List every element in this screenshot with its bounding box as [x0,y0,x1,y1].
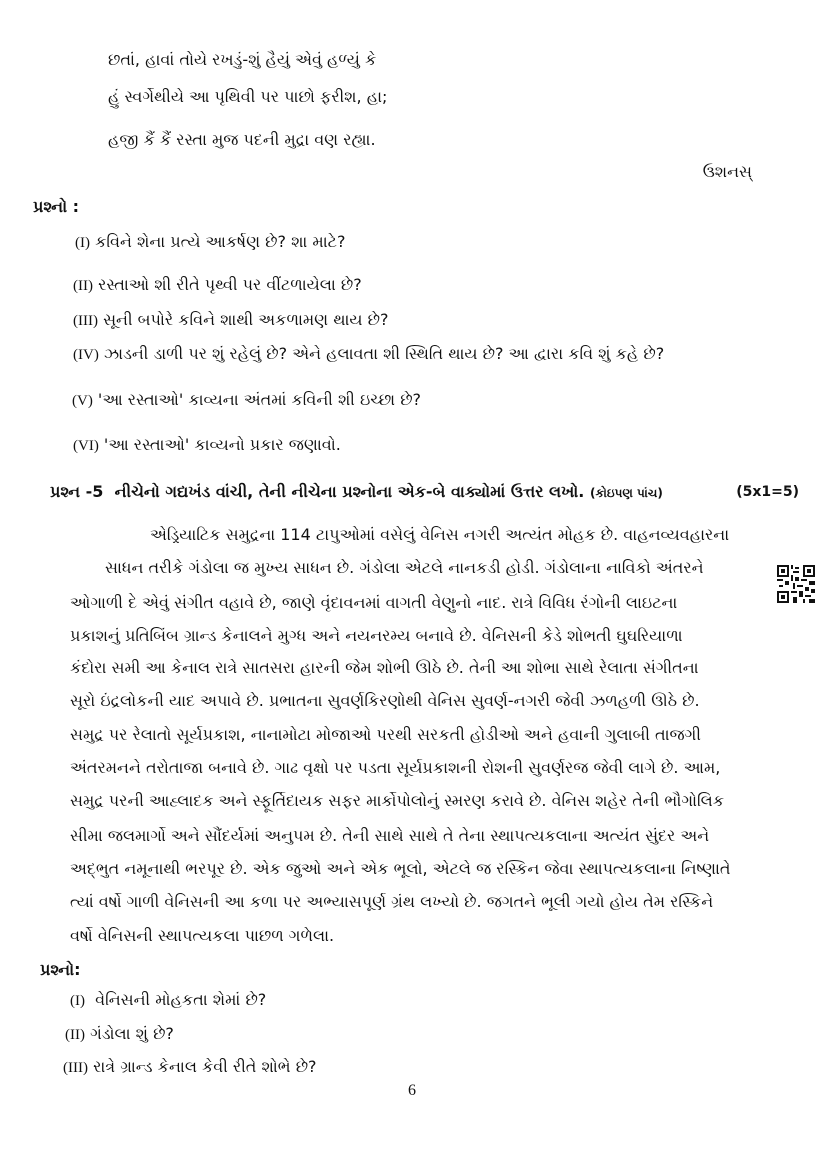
question-text: વેનિસની મોહકતા શેમાં છે? [95,990,267,1009]
question-text: કવિને શેના પ્રત્યે આકર્ષણ છે? શા માટે? [95,232,346,251]
question-number: (V) [72,393,93,409]
poem-line: હું સ્વર્ગેથીયે આ પૃથિવી પર પાછો ફરીશ, હા; [108,87,388,106]
question-text: ઝાડની ડાળી પર શું રહેલું છે? એને હલાવતા શી સ્થિતિ થાય છે? આ દ્વારા કવિ શું કહે છે? [103,344,665,363]
poem-author: ઉશનસ્ [702,162,752,181]
question-number: (IV) [73,347,99,363]
passage-line: પ્રકાશનું પ્રતિબિંબ ગ્રાન્ડ કેનાલને મુગ્ધ અને નયનરમ્ય બનાવે છે. વેનિસની કેડે શોભતી ઘુઘરિયાળા [70,626,683,645]
question-item [73,343,664,366]
question-item [72,389,421,412]
page-number: 6 [408,1082,416,1099]
question-text: રસ્તાઓ શી રીતે પૃથ્વી પર વીંટળાયેલા છે? [98,275,362,294]
question-number: (III) [63,1060,88,1076]
question-number: (III) [73,313,98,329]
section-note: (કોઇપણ પાંચ) [589,486,663,500]
question-item [73,309,388,332]
question-item [63,1056,317,1079]
question-item [75,231,345,254]
poem-line: હજી કૈં કૈં રસ્તા મુજ પદની મુદ્રા વણ રહ્યા. [108,130,376,149]
question-number: (VI) [73,438,99,454]
poem-line: છતાં, હાવાં તોયે રખડું-શું હૈયું એવું હળ્યું કે [108,50,377,69]
section-label: પ્રશ્ન -5 [50,482,104,501]
question-text: સૂની બપોરે કવિને શાથી અકળામણ થાય છે? [103,310,389,329]
question-item [73,434,341,457]
section-instruction: નીચેનો ગદ્યખંડ વાંચી, તેની નીચેના પ્રશ્નોના એક-બે વાક્યોમાં ઉત્તર લખો. [114,482,585,501]
passage-line: સૂરો ઇંદ્રલોકની યાદ અપાવે છે. પ્રભાતના સુવર્ણકિરણોથી વેનિસ સુવર્ણ-નગરી જેવી ઝળહળી ઊઠે છે. [70,691,700,710]
passage-line: સમુદ્ર પર રેલાતો સૂર્યપ્રકાશ, નાનામોટા મોજાઓ પરથી સરકતી હોડીઓ અને હવાની ગુલાબી તાજગી [70,725,701,744]
question-number: (I) [75,235,90,251]
question-text: રાત્રે ગ્રાન્ડ કેનાલ કેવી રીતે શોભે છે? [93,1057,317,1076]
question-number: (II) [73,278,93,294]
questions-heading: પ્રશ્નો: [40,960,81,979]
passage-line: સમુદ્ર પરની આહ્લાદક અને સ્ફૂર્તિદાયક સફર માર્કોપોલોનું સ્મરણ કરાવે છે. વેનિસ શહેર તેની ભૌગોલિક [70,791,725,810]
passage-line: ત્યાં વર્ષો ગાળી વેનિસની આ કળા પર અભ્યાસપૂર્ણ ગ્રંથ લખ્યો છે. જગતને ભૂલી ગયો હોય તેમ રસ્કિને [70,892,714,911]
passage-line: કંદોરા સમી આ કેનાલ રાત્રે સાતસરા હારની જેમ શોભી ઊઠે છે. તેની આ શોભા સાથે રેલાતા સંગીતના [70,658,699,677]
passage-line: ઓગાળી દે એવું સંગીત વહાવે છે, જાણે વૃંદાવનમાં વાગતી વેણુનો નાદ. રાત્રે વિવિધ રંગોની લાઇટના [70,593,678,612]
passage-line: વર્ષો વેનિસની સ્થાપત્યકલા પાછળ ગળેલા. [70,926,335,945]
passage-line: અદ્ભુત નમૂનાથી ભરપૂર છે. એક જુઓ અને એક ભૂલો, એટલે જ રસ્કિન જેવા સ્થાપત્યકલાના નિષ્ણાતે [70,859,731,878]
passage-line: સાધન તરીકે ગંડોલા જ મુખ્ય સાધન છે. ગંડોલા એટલે નાનકડી હોડી. ગંડોલાના નાવિકો અંતરને [105,558,704,577]
passage-line: અંતરમનને તરોતાજા બનાવે છે. ગાઢ વૃક્ષો પર પડતા સૂર્યપ્રકાશની રોશની સુવર્ણરજ જેવી લાગે છે. આમ, [70,758,721,777]
passage-line: સીમા જલમાર્ગો અને સૌંદર્યમાં અનુપમ છે. તેની સાથે સાથે તે તેના સ્થાપત્યકલાના અત્યંત સુંદર અને [70,826,710,845]
question-item [65,1023,174,1046]
question-text: 'આ રસ્તાઓ' કાવ્યના અંતમાં કવિની શી ઇચ્છા છે? [97,390,422,409]
qr-code-image [777,565,815,603]
question-text: ગંડોલા શું છે? [90,1024,174,1043]
passage-line: એડ્રિયાટિક સમુદ્રના 114 ટાપુઓમાં વસેલું વેનિસ નગરી અત્યંત મોહક છે. વાહનવ્યવહારના [150,525,730,544]
question-text: 'આ રસ્તાઓ' કાવ્યનો પ્રકાર જણાવો. [103,435,341,454]
question-number: (II) [65,1027,85,1043]
question-item [73,274,362,297]
question-item [70,989,266,1012]
section-marks: (5x1=5) [736,484,799,500]
section-heading [50,481,663,504]
questions-heading: પ્રશ્નો : [33,197,80,216]
question-number: (I) [70,993,85,1009]
